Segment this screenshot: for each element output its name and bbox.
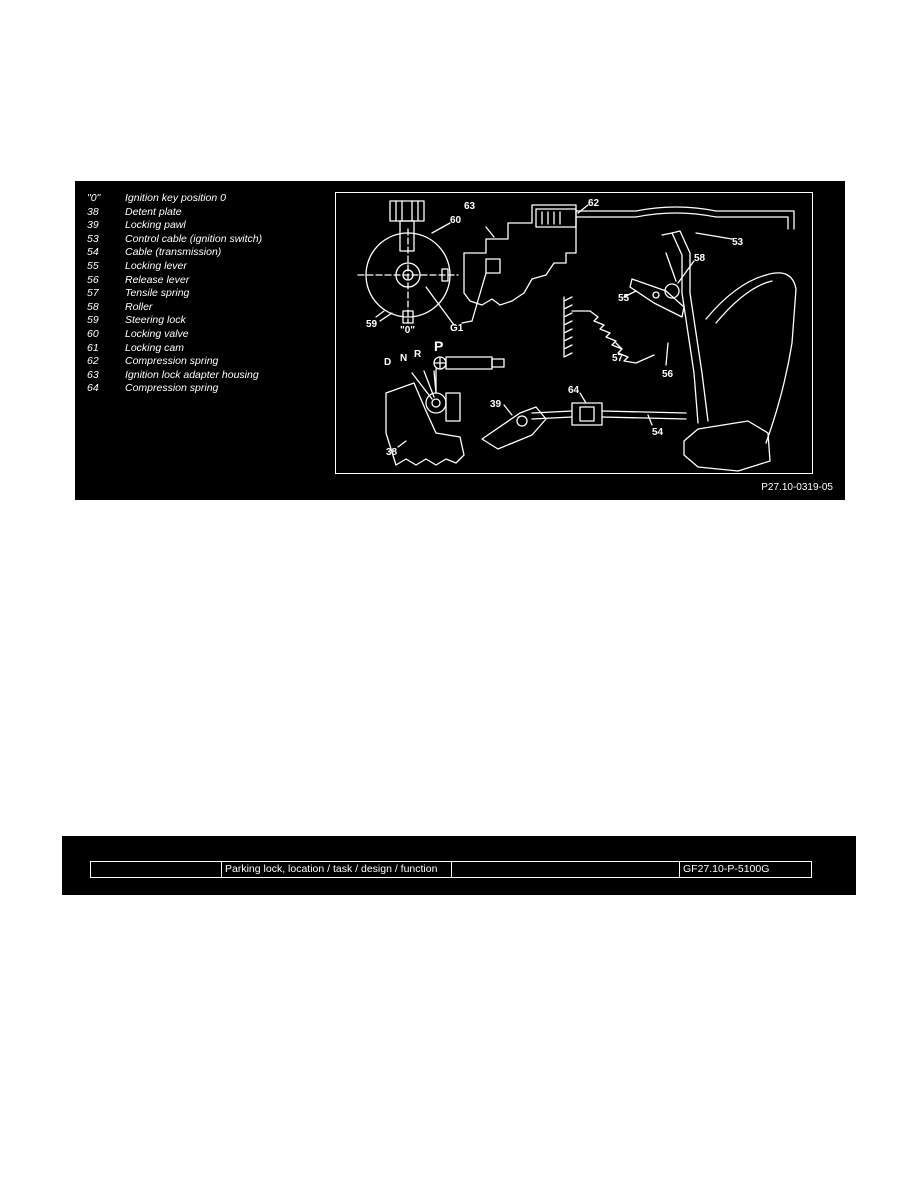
footer-table xyxy=(90,861,812,878)
legend-code: 60 xyxy=(87,327,99,340)
legend-text: Locking valve xyxy=(125,327,189,340)
legend-text: Compression spring xyxy=(125,355,219,368)
legend-code: 64 xyxy=(87,382,99,395)
figure-id: P27.10-0319-05 xyxy=(761,482,833,493)
legend-item xyxy=(87,260,327,274)
callout-55: 55 xyxy=(618,293,630,304)
footer-band xyxy=(62,836,856,895)
callout-d: D xyxy=(384,357,392,368)
legend-code: 55 xyxy=(87,259,99,272)
legend-text: Cable (transmission) xyxy=(125,246,222,259)
callout-key-position: "0" xyxy=(400,325,416,336)
legend-item xyxy=(87,206,327,220)
figure-panel xyxy=(75,181,845,500)
legend-code: 56 xyxy=(87,273,99,286)
legend-code: 59 xyxy=(87,314,99,327)
callout-57: 57 xyxy=(612,353,624,364)
callout-60: 60 xyxy=(450,215,462,226)
callout-62: 62 xyxy=(588,198,600,209)
legend-code: 39 xyxy=(87,219,99,232)
footer-cell-blank-left xyxy=(91,862,221,877)
callout-p: P xyxy=(434,338,444,354)
legend-item xyxy=(87,355,327,369)
legend-text: Locking lever xyxy=(125,259,187,272)
steering-lock-drawing xyxy=(358,201,458,323)
footer-cell-blank-middle xyxy=(451,862,679,877)
parking-lock-diagram xyxy=(336,193,812,473)
legend-item xyxy=(87,342,327,356)
footer-cell-title: Parking lock, location / task / design / function xyxy=(221,862,451,877)
legend-item xyxy=(87,314,327,328)
legend-code: 57 xyxy=(87,287,99,300)
legend-item xyxy=(87,328,327,342)
legend-text: Detent plate xyxy=(125,205,182,218)
callout-n: N xyxy=(400,353,408,364)
legend-item xyxy=(87,246,327,260)
legend-item xyxy=(87,274,327,288)
callout-g1: G1 xyxy=(450,323,464,334)
callout-63: 63 xyxy=(464,201,476,212)
legend-code: 54 xyxy=(87,246,99,259)
legend xyxy=(87,192,327,396)
legend-text: Locking pawl xyxy=(125,219,186,232)
callout-39: 39 xyxy=(490,399,502,410)
legend-text: Locking cam xyxy=(125,341,184,354)
legend-text: Ignition key position 0 xyxy=(125,192,226,204)
legend-code: 62 xyxy=(87,355,99,368)
legend-code: "0" xyxy=(87,192,101,204)
legend-item xyxy=(87,192,327,206)
callout-r: R xyxy=(414,349,422,360)
legend-item xyxy=(87,219,327,233)
callout-58: 58 xyxy=(694,253,706,264)
callout-56: 56 xyxy=(662,369,674,380)
legend-item xyxy=(87,301,327,315)
legend-item xyxy=(87,287,327,301)
legend-code: 38 xyxy=(87,205,99,218)
footer-cell-document-id: GF27.10-P-5100G xyxy=(679,862,811,877)
legend-text: Compression spring xyxy=(125,382,219,395)
legend-code: 58 xyxy=(87,300,99,313)
wall-hatch-drawing xyxy=(564,297,572,357)
callout-59: 59 xyxy=(366,319,378,330)
callout-64: 64 xyxy=(568,385,580,396)
legend-code: 63 xyxy=(87,368,99,381)
legend-item xyxy=(87,369,327,383)
diagram-frame xyxy=(335,192,813,474)
callout-53: 53 xyxy=(732,237,744,248)
legend-text: Release lever xyxy=(125,273,190,286)
legend-text: Control cable (ignition switch) xyxy=(125,232,263,245)
legend-text: Tensile spring xyxy=(125,287,190,300)
legend-text: Roller xyxy=(125,300,153,313)
legend-text: Ignition lock adapter housing xyxy=(125,368,259,381)
legend-code: 53 xyxy=(87,232,99,245)
legend-item xyxy=(87,382,327,396)
selector-detent-drawing xyxy=(386,357,686,465)
legend-text: Steering lock xyxy=(125,314,186,327)
adapter-housing-drawing xyxy=(462,205,794,323)
legend-code: 61 xyxy=(87,341,99,354)
callout-54: 54 xyxy=(652,427,664,438)
callout-38: 38 xyxy=(386,447,398,458)
legend-item xyxy=(87,233,327,247)
